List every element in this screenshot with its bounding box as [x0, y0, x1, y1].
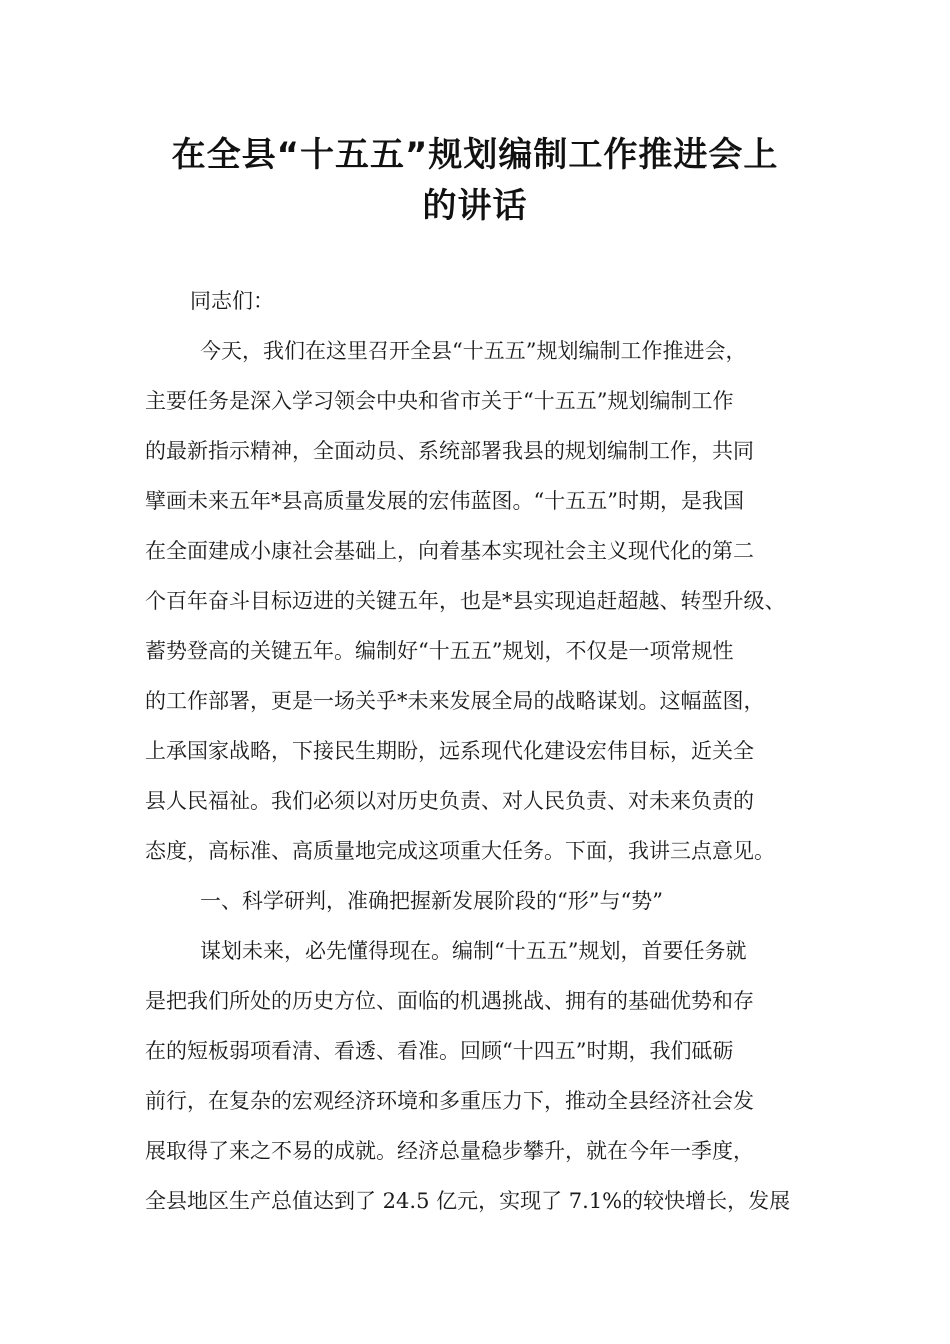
paragraph-line: 今天，我们在这里召开全县“十五五”规划编制工作推进会， — [200, 339, 747, 363]
document-title-line-2: 的讲话 — [422, 186, 528, 226]
paragraph-line: 全县地区生产总值达到了 24.5 亿元，实现了 7.1%的较快增长，发展 — [145, 1189, 791, 1213]
paragraph-line: 蓄势登高的关键五年。编制好“十五五”规划，不仅是一项常规性 — [145, 639, 734, 663]
paragraph-line: 展取得了来之不易的成就。经济总量稳步攀升，就在今年一季度， — [145, 1139, 754, 1163]
paragraph-line: 个百年奋斗目标迈进的关键五年，也是*县实现追赶超越、转型升级、 — [145, 589, 786, 613]
paragraph-line: 前行，在复杂的宏观经济环境和多重压力下，推动全县经济社会发 — [145, 1089, 754, 1113]
paragraph-line: 态度，高标准、高质量地完成这项重大任务。下面，我讲三点意见。 — [145, 839, 775, 863]
paragraph-line: 主要任务是深入学习领会中央和省市关于“十五五”规划编制工作 — [145, 389, 734, 413]
paragraph-line: 在全面建成小康社会基础上，向着基本实现社会主义现代化的第二 — [145, 539, 754, 563]
paragraph-line: 上承国家战略，下接民生期盼，远系现代化建设宏伟目标，近关全 — [145, 739, 754, 763]
section-heading: 一、科学研判，准确把握新发展阶段的“形”与“势” — [200, 889, 663, 913]
paragraph-line: 的工作部署，更是一场关乎*未来发展全局的战略谋划。这幅蓝图， — [145, 689, 765, 713]
paragraph-line: 谋划未来，必先懂得现在。编制“十五五”规划，首要任务就 — [200, 939, 747, 963]
paragraph-line: 县人民福祉。我们必须以对历史负责、对人民负责、对未来负责的 — [145, 789, 754, 813]
paragraph-line: 是把我们所处的历史方位、面临的机遇挑战、拥有的基础优势和存 — [145, 989, 754, 1013]
document-title-line-1: 在全县“十五五”规划编制工作推进会上 — [171, 135, 779, 175]
salutation: 同志们： — [190, 289, 274, 313]
paragraph-line: 的最新指示精神，全面动员、系统部署我县的规划编制工作，共同 — [145, 439, 754, 463]
paragraph-line: 擘画未来五年*县高质量发展的宏伟蓝图。“十五五”时期，是我国 — [145, 489, 744, 513]
paragraph-line: 在的短板弱项看清、看透、看准。回顾“十四五”时期，我们砥砺 — [145, 1039, 734, 1063]
